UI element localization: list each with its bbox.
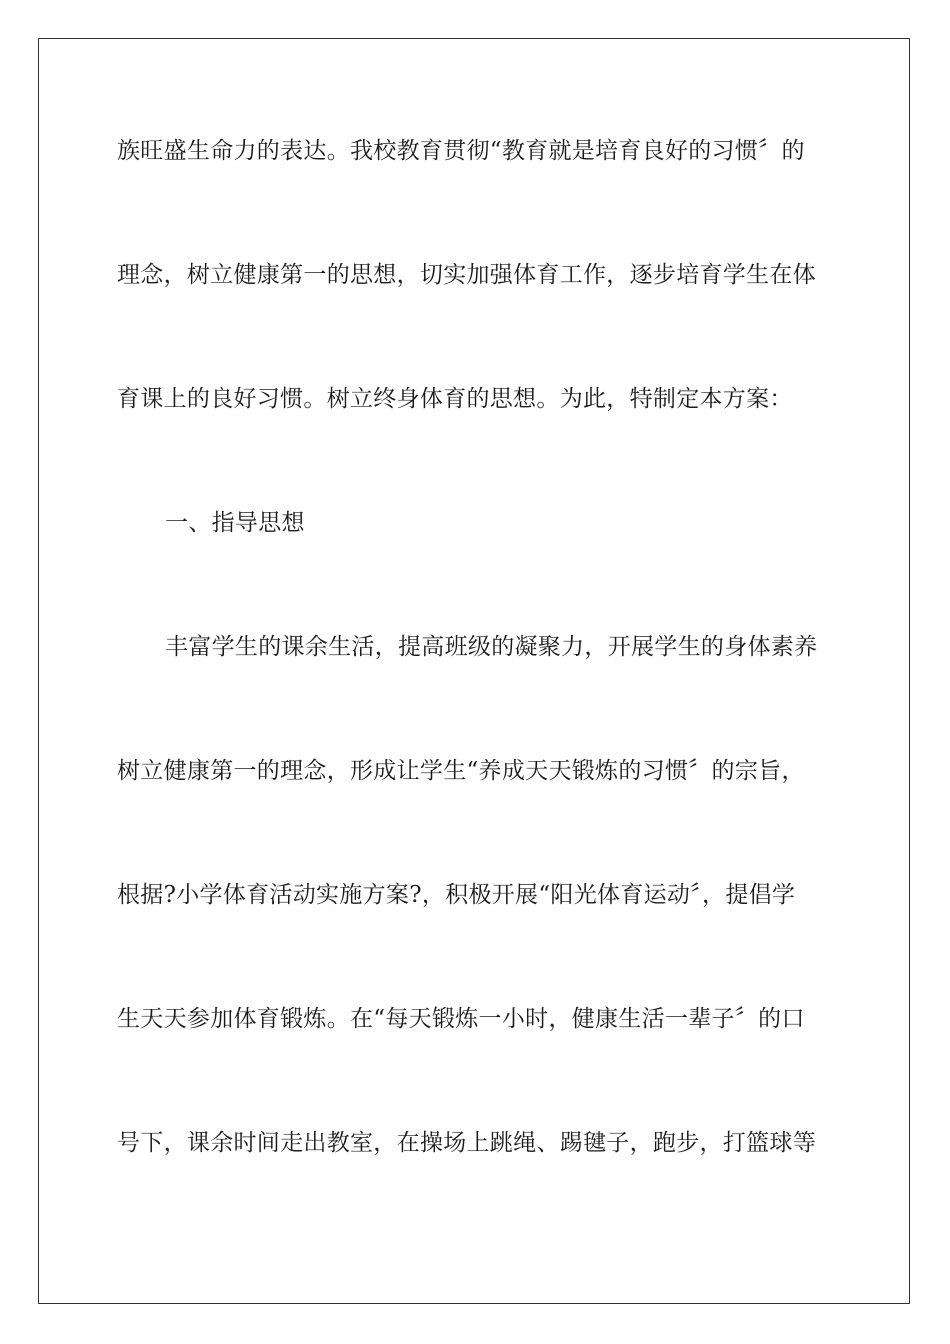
section-heading: 一、指导思想 xyxy=(165,510,305,536)
paragraph-line: 族旺盛生命力的表达。我校教育贯彻“教育就是培育良好的习惯〞的 xyxy=(117,138,805,164)
page-border xyxy=(38,38,910,1304)
paragraph-line: 号下，课余时间走出教室，在操场上跳绳、踢毽子，跑步，打篮球等 xyxy=(117,1130,816,1156)
paragraph-line: 丰富学生的课余生活，提高班级的凝聚力，开展学生的身体素养 xyxy=(165,634,818,660)
paragraph-line: 理念，树立健康第一的思想，切实加强体育工作，逐步培育学生在体 xyxy=(117,262,816,288)
paragraph-line: 生天天参加体育锻炼。在“每天锻炼一小时，健康生活一辈子〞的口 xyxy=(117,1006,805,1032)
paragraph-line: 育课上的良好习惯。树立终身体育的思想。为此，特制定本方案： xyxy=(117,386,793,412)
paragraph-line: 树立健康第一的理念，形成让学生“养成天天锻炼的习惯〞的宗旨， xyxy=(117,758,805,784)
paragraph-line: 根据?小学体育活动实施方案?，积极开展“阳光体育运动〞，提倡学 xyxy=(117,882,796,908)
